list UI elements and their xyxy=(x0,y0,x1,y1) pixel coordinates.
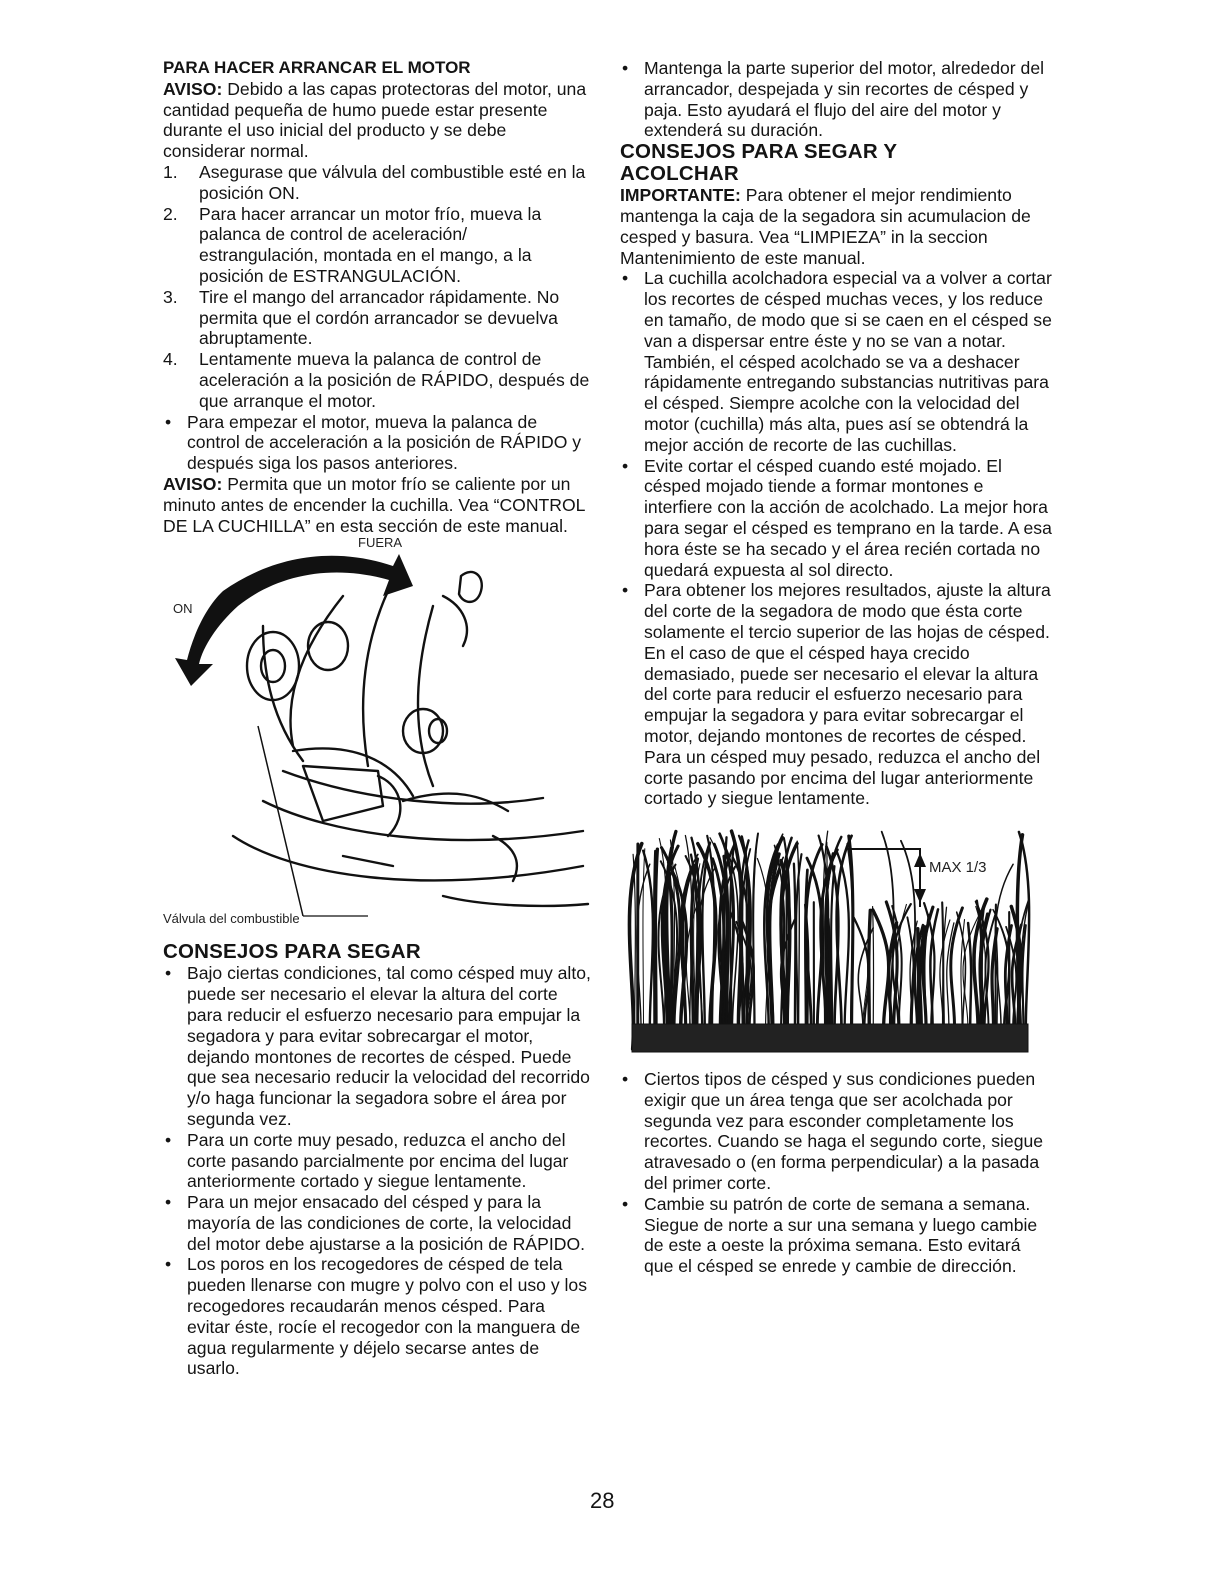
bullet-icon: • xyxy=(165,1254,172,1275)
step-number: 4. xyxy=(163,349,178,370)
grass-base xyxy=(632,1024,1028,1052)
bullet-item xyxy=(620,580,1052,809)
bullet-item xyxy=(163,1192,591,1254)
right-column xyxy=(620,58,1052,1277)
bullet-text: Para obtener los mejores resultados, ajuste la altura del corte de la segadora de modo que ésta corte solamente el tercio superior de las hojas de césped. En el caso de que el césped haya crecido demasiado, puede ser necesario el elevar la altura del corte para reducir el esfuerzo necesario para empujar la segadora y para evitar sobrecargar el motor, dejando montones de recortes de césped. Para un césped muy pesado, reduzca el ancho del corte pasando por encima del lugar anteriormente cortado y siegue lentamente. xyxy=(644,580,1051,809)
aviso-text: Permita que un motor frío se caliente por un minuto antes de encender la cuchilla. Vea “CONTROL DE LA CUCHILLA” en esta sección de este manual. xyxy=(163,473,585,536)
aviso-label: AVISO: xyxy=(163,473,223,494)
bullet-item xyxy=(620,268,1052,455)
bullet-text: Cambie su patrón de corte de semana a semana. Siegue de norte a sur una semana y luego cambie de este a oeste la próxima semana. Esto evitará que el césped se enrede y cambie de dirección. xyxy=(644,1193,1038,1277)
max-one-third-label: MAX 1/3 xyxy=(929,859,987,877)
bullet-icon: • xyxy=(165,1192,172,1213)
mulch-tips-heading-line1: CONSEJOS PARA SEGAR Y xyxy=(620,140,898,164)
mulch-tips-heading xyxy=(620,141,1052,185)
fuera-label: FUERA xyxy=(358,535,403,551)
bullet-text: Ciertos tipos de césped y sus condiciones pueden exigir que un área tenga que ser acolchada por segunda vez para esconder completamente los recortes. Cuando se haga el segundo corte, siegue atravesado o (en forma perpendicular) a la pasada del primer corte. xyxy=(644,1069,1044,1194)
bullet-item xyxy=(163,1254,591,1379)
grass-blade xyxy=(654,851,655,1049)
bullet-text: Evite cortar el césped cuando esté mojado. El césped mojado tiende a formar montones e interfiere con la acción de acolchado. La mejor hora para segar el césped es temprano en la tarde. A esa hora éste se ha secado y el área recién cortada no quedará expuesta al sol directo. xyxy=(644,455,1052,580)
step-item xyxy=(163,349,591,411)
aviso-label: AVISO: xyxy=(163,78,223,99)
bullet-icon: • xyxy=(622,268,629,289)
bullet-icon: • xyxy=(165,1129,172,1150)
bullet-icon: • xyxy=(622,58,629,78)
bullet-text: Para un mejor ensacado del césped y para la mayoría de las condiciones de corte, la velocidad del motor debe ajustarse a la posición de RÁPIDO. xyxy=(187,1192,586,1254)
on-label: ON xyxy=(173,601,193,617)
bullet-item xyxy=(620,456,1052,581)
step-item xyxy=(163,204,591,287)
bullet-text: Bajo ciertas condiciones, tal como césped muy alto, puede ser necesario el elevar la altura del corte para reducir el esfuerzo necesario para empujar la segadora y para evitar sobrecargar el motor, dejando montones de recortes de césped. Puede que sea necesario reducir la velocidad del recorrido y/o haga funcionar la segadora sobre el área por segunda vez. xyxy=(187,963,591,1129)
bullet-item xyxy=(620,58,1052,141)
fuel-valve-illustration xyxy=(163,536,591,941)
important-label: IMPORTANTE: xyxy=(620,185,741,206)
aviso-paragraph-1 xyxy=(163,79,591,162)
important-paragraph xyxy=(620,185,1052,268)
fuel-valve-caption: Válvula del combustible xyxy=(163,911,300,927)
step-item xyxy=(163,287,591,349)
page-number: 28 xyxy=(590,1488,615,1513)
mowing-tips-heading: CONSEJOS PARA SEGAR xyxy=(163,940,421,964)
aviso-text: Debido a las capas protectoras del motor, una cantidad pequeña de humo puede estar presente durante el uso inicial del producto y se debe considerar normal. xyxy=(163,78,587,162)
bullet-icon: • xyxy=(165,963,172,984)
bullet-item xyxy=(620,1069,1052,1194)
grass-blade xyxy=(794,864,795,1049)
bullet-text: Mantenga la parte superior del motor, alrededor del arrancador, despejada y sin recortes de césped y paja. Esto ayudará el flujo del aire del motor y extenderá su duración. xyxy=(644,58,1045,141)
step-text: Asegurase que válvula del combustible esté en la posición ON. xyxy=(199,161,586,203)
bullet-item xyxy=(163,963,591,1129)
step-number: 2. xyxy=(163,203,178,224)
bullet-item xyxy=(620,1194,1052,1277)
aviso-paragraph-2 xyxy=(163,474,591,536)
step-item xyxy=(163,162,591,204)
mulch-tips-heading-line2: ACOLCHAR xyxy=(620,162,739,186)
step-number: 1. xyxy=(163,161,178,182)
bullet-text: Para un corte muy pesado, reduzca el ancho del corte pasando parcialmente por encima del lugar anteriormente cortado y siegue lentamente. xyxy=(187,1129,569,1192)
bullet-text: Los poros en los recogedores de césped de tela pueden llenarse con mugre y polvo con el uso y los recogedores recaudarán menos césped. Para evitar éste, rocíe el recogedor con la manguera de agua regularmente y déjelo secarse antes de usarlo. xyxy=(187,1254,588,1379)
bullet-text: La cuchilla acolchadora especial va a volver a cortar los recortes de césped muchas veces, y los reduce en tamaño, de modo que si se caen en el césped se van a dispersar entre éste y no se van a notar. También, el césped acolchado se va a deshacer rápidamente entregando substancias nutritivas para el césped. Siempre acolche con la velocidad del motor (cuchilla) más alta, pues así se obtendrá la mejor acción de recorte de las cuchillas. xyxy=(644,268,1052,455)
bullet-icon: • xyxy=(165,411,172,432)
bullet-icon: • xyxy=(622,455,629,476)
bullet-item xyxy=(163,412,591,474)
bullet-icon: • xyxy=(622,1193,629,1214)
important-text: Para obtener el mejor rendimiento mantenga la caja de la segadora sin acumulacion de cesped y basura. Vea “LIMPIEZA” in la seccion Mantenimiento de este manual. xyxy=(620,185,1031,268)
grass-illustration xyxy=(620,819,1052,1059)
step-text: Para hacer arrancar un motor frío, mueva la palanca de control de aceleración/ estrangulación, montada en el mango, a la posición de ESTRANGULACIÓN. xyxy=(199,203,542,286)
bullet-item xyxy=(163,1130,591,1192)
fuel-valve-figure xyxy=(163,536,591,941)
step-text: Tire el mango del arrancador rápidamente. No permita que el cordón arrancador se devuelva abruptamente. xyxy=(199,286,560,349)
step-number: 3. xyxy=(163,286,178,307)
grass-height-figure xyxy=(620,819,1052,1069)
grass-blade xyxy=(753,834,758,1050)
bullet-icon: • xyxy=(622,1069,629,1090)
bullet-icon: • xyxy=(622,580,629,601)
bullet-text: Para empezar el motor, mueva la palanca de control de acceleración a la posición de RÁPIDO y después siga los pasos anteriores. xyxy=(187,411,582,474)
left-column xyxy=(163,58,591,1379)
start-engine-heading: PARA HACER ARRANCAR EL MOTOR xyxy=(163,58,471,77)
step-text: Lentamente mueva la palanca de control de aceleración a la posición de RÁPIDO, después de que arranque el motor. xyxy=(199,349,590,411)
